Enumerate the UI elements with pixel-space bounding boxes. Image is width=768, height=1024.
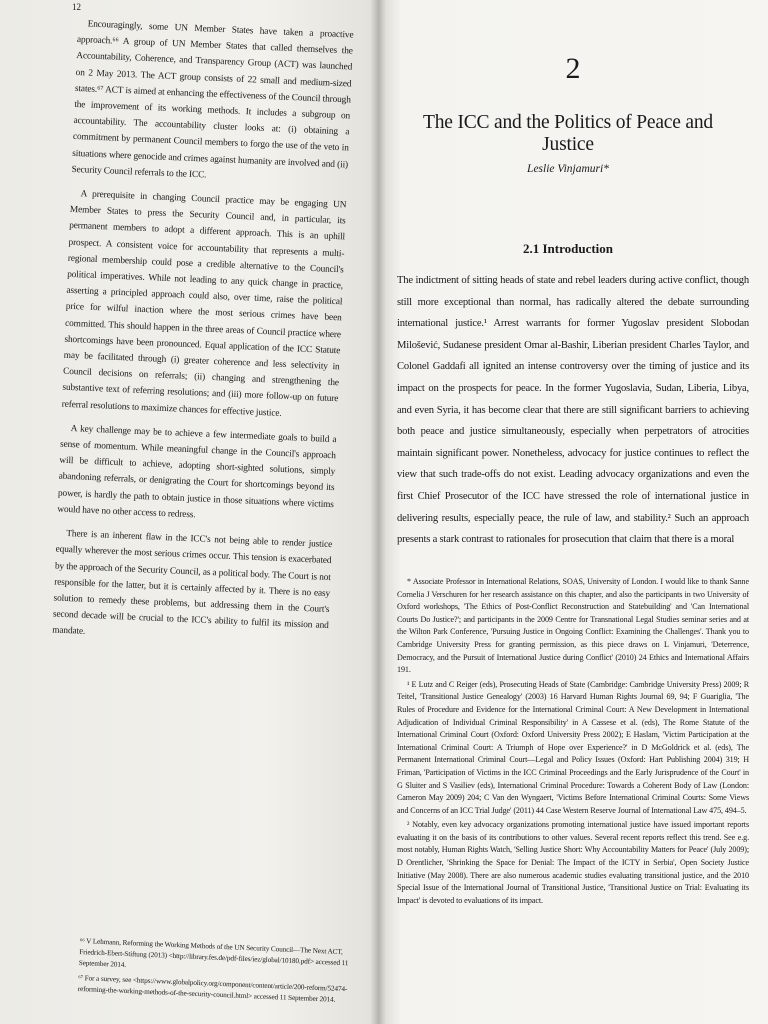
left-paragraph: A key challenge may be to achieve a few intermediate goals to build a sense of momentum. While meaningful change in the Council's approach will be difficult to achieve, adopting short-sighted solutions, simply abandoning referrals, or denigrating the Court for shortcomings beyond its power, is hardly the path to obtain justice in those situations where victims would have no other access to redress.	[57, 423, 337, 521]
right-footnotes	[397, 576, 749, 909]
body-paragraph: The indictment of sitting heads of state and rebel leaders during active conflict, though still more exceptional than normal, has radically altered the debate surrounding international justice.¹ Arrest warrants for former Yugoslav president Slobodan Milošević, Sudanese president Omar al-Bashir, Liberian president Charles Taylor, and Colonel Gaddafi all ignited an intense controversy over the timing of justice and its impact on the prospects for peace. In the former Yugoslavia, Sudan, Liberia, Libya, and even Syria, it has become clear that there are still significant barriers to achieving both peace and justice simultaneously, especially when perpetrators of atrocities maintain significant power. Nonetheless, advocacy for justice continues to reflect the view that such trade-offs do not exist. Leading advocacy organizations and even the first Chief Prosecutor of the ICC have stressed the role of international justice in delivering results, especially peace, the rule of law, and stability.² Such an approach presents a stark contrast to rationales for prosecution that claim that there is a moral	[397, 275, 749, 546]
footnote: ⁶⁶ V Lehmann, Reforming the Working Methods of the UN Security Council—The Next ACT, Friedrich-Ebert-Stiftung (2013) <http://library.fes.de/pdf-files/iez/global/10180.pdf> accessed 11 September 2014.	[78, 936, 349, 969]
left-paragraph: There is an inherent flaw in the ICC's not being able to render justice equally wherever the most serious crimes occur. This tension is exacerbated by the approach of the Security Council, as a political body. The Court is not responsible for the latter, but it is certainly affected by it. There is no easy solution to remedy these problems, but addressing them in the Court's second decade will be crucial to the ICC's ability to fulfil its mission and mandate.	[52, 529, 333, 638]
left-page	[0, 0, 378, 1024]
page-number: 12	[72, 2, 81, 12]
footnote: ⁶⁷ For a survey, see <https://www.globalpolicy.org/component/content/article/200-reform/52474-reforming-the-working-methods-of-the-security-council.html> accessed 11 September 2014.	[77, 973, 348, 1004]
footnote: ² Notably, even key advocacy organizations promoting international justice have issued important reports evaluating it on the basis of its contributions to other values. Several recent reports reflect this trend. See e.g. most notably, Human Rights Watch, 'Selling Justice Short: Why Accountability Matters for Peace' (July 2009); D Orentlicher, 'Shrinking the Space for Denial: The Impact of the ICTY in Serbia', Open Society Justice Initiative (May 2008). There are also numerous academic studies evaluating transitional justice, and the 2010 Special Issue of the International Journal of Transitional Justice, 'Transitional Justice on Trial: Evaluating its Impact' is devoted to evaluations of its impact.	[397, 820, 749, 905]
footnote: ¹ E Lutz and C Reiger (eds), Prosecuting Heads of State (Cambridge: Cambridge University Press) 2009; R Teitel, 'Transitional Justice Genealogy' (2003) 16 Harvard Human Rights Journal 69, 94; F Guariglia, 'The Rules of Procedure and Evidence for the International Criminal Court: A New Development in International Adjudication of Individual Criminal Responsibility' in A Cassese et al. (eds), The Rome Statute of the International Criminal Court (Oxford: Oxford University Press 2002); E Haslam, 'Victim Participation at the International Criminal Court: A Triumph of Hope over Experience?' in D McGoldrick et al. (eds), The Permanent International Criminal Court—Legal and Policy Issues (Oxford: Hart Publishing 2004) 319; H Friman, 'Participation of Victims in the ICC Criminal Proceedings and the Early Jurisprudence of the Court' in G Sluiter and S Vasiliev (eds), International Criminal Procedure: Towards a Coherent Body of Law (London: Cameron May 2009) 204; C Van den Wyngaert, 'Victims Before International Criminal Courts: Some Views and Concerns of an ICC Trial Judge' (2011) 44 Case Western Reserve Journal of International Law 475, 494–5.	[397, 679, 749, 815]
left-paragraph: A prerequisite in changing Council practice may be engaging UN Member States to press the Security Council and, in particular, its permanent members to adopt a different approach. This is an uphill prospect. A consistent voice for accountability that represents a multi-regional membership could pose a credible alternative to the Council's political imperatives. While not leading to any quick change in practice, asserting a principled approach could also, over time, raise the political price for wilful inaction where the most serious crimes have been committed. This should happen in the three areas of Council practice where shortcomings have been pronounced. Equal application of the ICC Statute may be facilitated through (i) greater coherence and less selectivity in Council decisions on referrals; (ii) changing and strengthening the substantive text of referring resolutions; and (iii) more follow-up on future referral resolutions to maximize chances for effective justice.	[61, 189, 347, 419]
footnote: * Associate Professor in International Relations, SOAS, University of London. I would like to thank Sanne Cornelia J Verschuren for her research assistance on this chapter, and also the participants in two University of Oxford workshops, 'The Ethics of Post-Conflict Reconstruction and Statebuilding' and 'Can International Courts Do Justice?'; and participants in the 2009 Centre for Transnational Legal Studies seminar series and at the Wilton Park Conference, 'Pursuing Justice in Ongoing Conflict: Examining the Challenges'. Thank you to Cambridge University Press for granting permission, as this piece draws on L Vinjamuri, 'Deterrence, Democracy, and the Pursuit of International Justice during Conflict' (2010) 24 Ethics and International Affairs 191.	[397, 577, 749, 675]
left-paragraph: Encouragingly, some UN Member States have taken a proactive approach.⁶⁶ A group of UN Member States that called themselves the Accountability, Coherence, and Transparency Group (ACT) was launched on 2 May 2013. The ACT group consists of 22 small and medium-sized states.⁶⁷ ACT is aimed at enhancing the effectiveness of the Council through the improvement of its working methods. It includes a subgroup on accountability. The accountability cluster looks at: (i) obtaining a commitment by permanent Council members to forgo the use of the veto in situations where genocide and crimes against humanity are involved and (ii) Security Council referrals to the ICC.	[71, 19, 354, 181]
right-page	[378, 0, 768, 1024]
author-name: Leslie Vinjamuri*	[527, 163, 609, 175]
right-body-text	[397, 270, 749, 551]
book-spine-shadow	[370, 0, 386, 1024]
section-heading: 2.1 Introduction	[522, 241, 614, 256]
left-body-text	[52, 16, 354, 659]
chapter-number: 2	[565, 52, 581, 85]
left-footnotes	[77, 936, 355, 1011]
chapter-title: The ICC and the Politics of Peace and Justice	[423, 112, 713, 155]
